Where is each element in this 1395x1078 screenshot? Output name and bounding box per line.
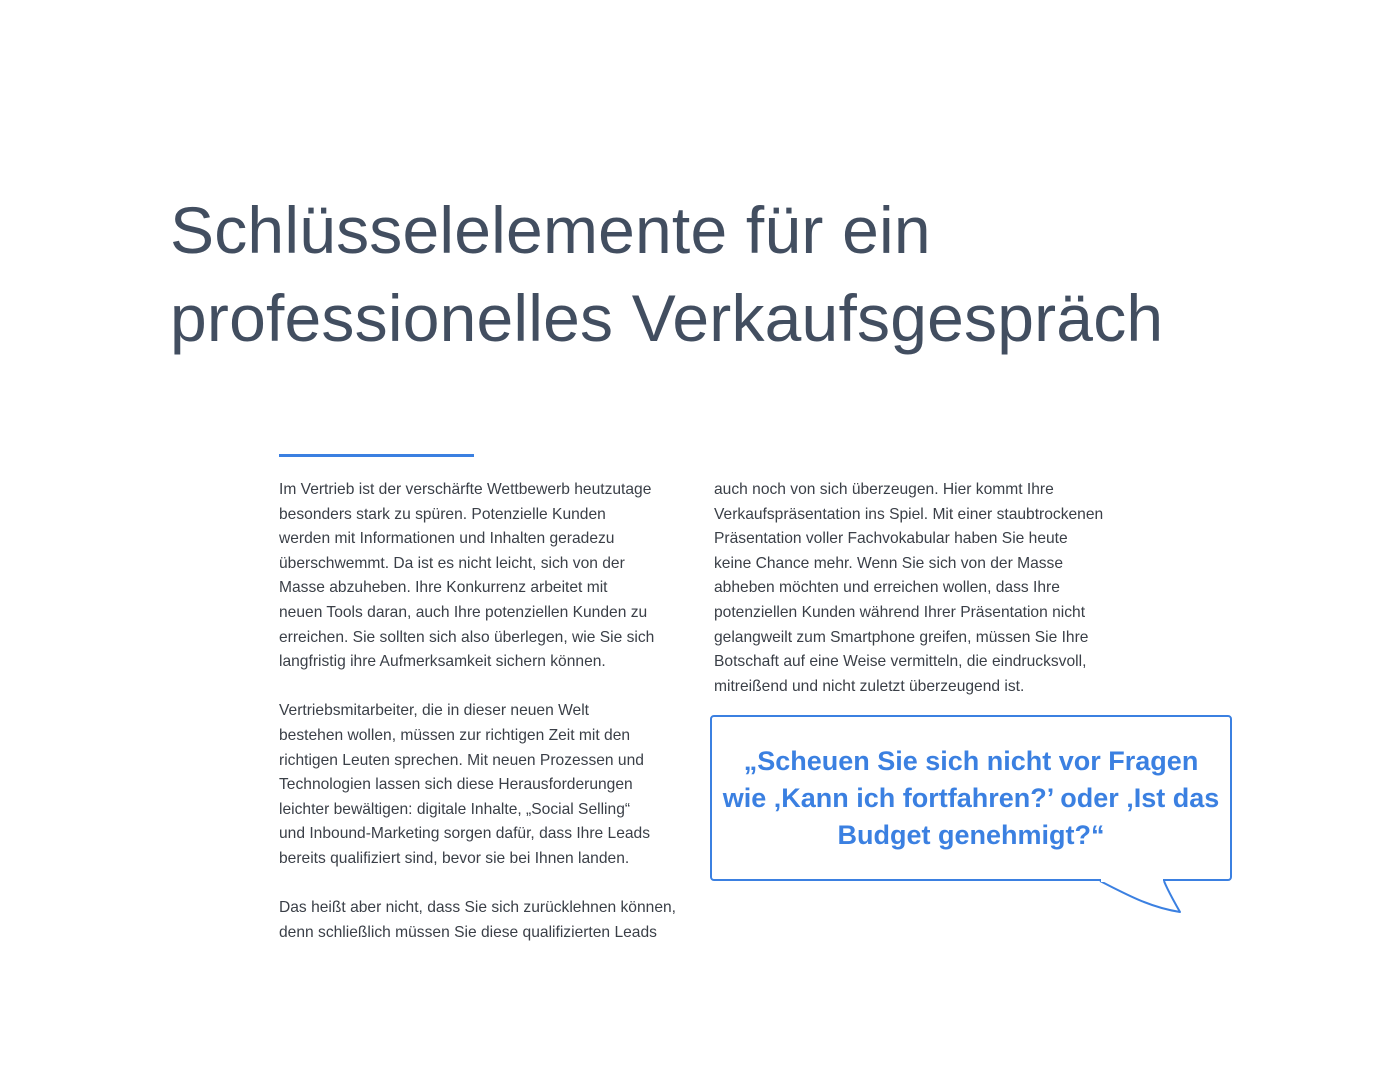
title-line: Schlüsselelemente für ein xyxy=(170,193,931,267)
title-line: professionelles Verkaufsgespräch xyxy=(170,281,1164,355)
text-line: Technologien lassen sich diese Herausforderungen xyxy=(279,776,633,794)
pull-quote-bubble xyxy=(710,715,1232,881)
quote-line: „Scheuen Sie sich nicht vor Fragen xyxy=(743,746,1199,776)
quote-line: Budget genehmigt?“ xyxy=(837,820,1105,850)
quote-line: wie ‚Kann ich fortfahren?’ oder ‚Ist das xyxy=(722,783,1220,813)
text-line: werden mit Informationen und Inhalten geradezu xyxy=(279,530,615,548)
text-line: Präsentation voller Fachvokabular haben Sie heute xyxy=(714,530,1068,548)
text-line: richtigen Leuten sprechen. Mit neuen Prozessen und xyxy=(279,751,644,769)
text-line: bestehen wollen, müssen zur richtigen Zeit mit den xyxy=(279,726,631,744)
pull-quote-text xyxy=(712,743,1230,854)
text-line: Botschaft auf eine Weise vermitteln, die eindrucksvoll, xyxy=(714,653,1087,671)
accent-divider xyxy=(279,454,474,457)
text-column-left xyxy=(279,478,699,945)
text-line: Masse abzuheben. Ihre Konkurrenz arbeitet mit xyxy=(279,579,608,597)
text-line: erreichen. Sie sollten sich also überlegen, wie Sie sich xyxy=(279,628,655,646)
text-line: auch noch von sich überzeugen. Hier kommt Ihre xyxy=(714,481,1054,498)
page-title xyxy=(170,186,1290,362)
text-line: keine Chance mehr. Wenn Sie sich von der Masse xyxy=(714,554,1064,572)
text-line: Vertriebsmitarbeiter, die in dieser neuen Welt xyxy=(279,702,590,720)
paragraph xyxy=(279,896,699,945)
speech-bubble-tail-icon xyxy=(1096,879,1186,919)
text-line: neuen Tools daran, auch Ihre potenziellen Kunden zu xyxy=(279,603,648,621)
text-line: Das heißt aber nicht, dass Sie sich zurücklehnen können, xyxy=(279,899,676,917)
text-line: abheben möchten und erreichen wollen, dass Ihre xyxy=(714,579,1060,597)
text-line: bereits qualifiziert sind, bevor sie bei Ihnen landen. xyxy=(279,849,630,867)
paragraph xyxy=(714,478,1139,699)
text-column-right xyxy=(714,478,1139,699)
text-line: potenziellen Kunden während Ihrer Präsentation nicht xyxy=(714,603,1086,621)
text-line: langfristig ihre Aufmerksamkeit sichern können. xyxy=(279,653,606,671)
paragraph xyxy=(279,478,699,675)
text-line: gelangweilt zum Smartphone greifen, müssen Sie Ihre xyxy=(714,628,1089,646)
text-line: Im Vertrieb ist der verschärfte Wettbewerb heutzutage xyxy=(279,481,652,498)
text-line: besonders stark zu spüren. Potenzielle Kunden xyxy=(279,505,606,523)
text-line: leichter bewältigen: digitale Inhalte, „Social Selling“ xyxy=(279,800,631,818)
text-line: mitreißend und nicht zuletzt überzeugend ist. xyxy=(714,677,1025,695)
text-line: überschwemmt. Da ist es nicht leicht, sich von der xyxy=(279,554,625,572)
text-line: denn schließlich müssen Sie diese qualifizierten Leads xyxy=(279,923,657,941)
text-line: Verkaufspräsentation ins Spiel. Mit einer staubtrockenen xyxy=(714,505,1104,523)
text-line: und Inbound-Marketing sorgen dafür, dass Ihre Leads xyxy=(279,825,651,843)
paragraph xyxy=(279,699,699,871)
